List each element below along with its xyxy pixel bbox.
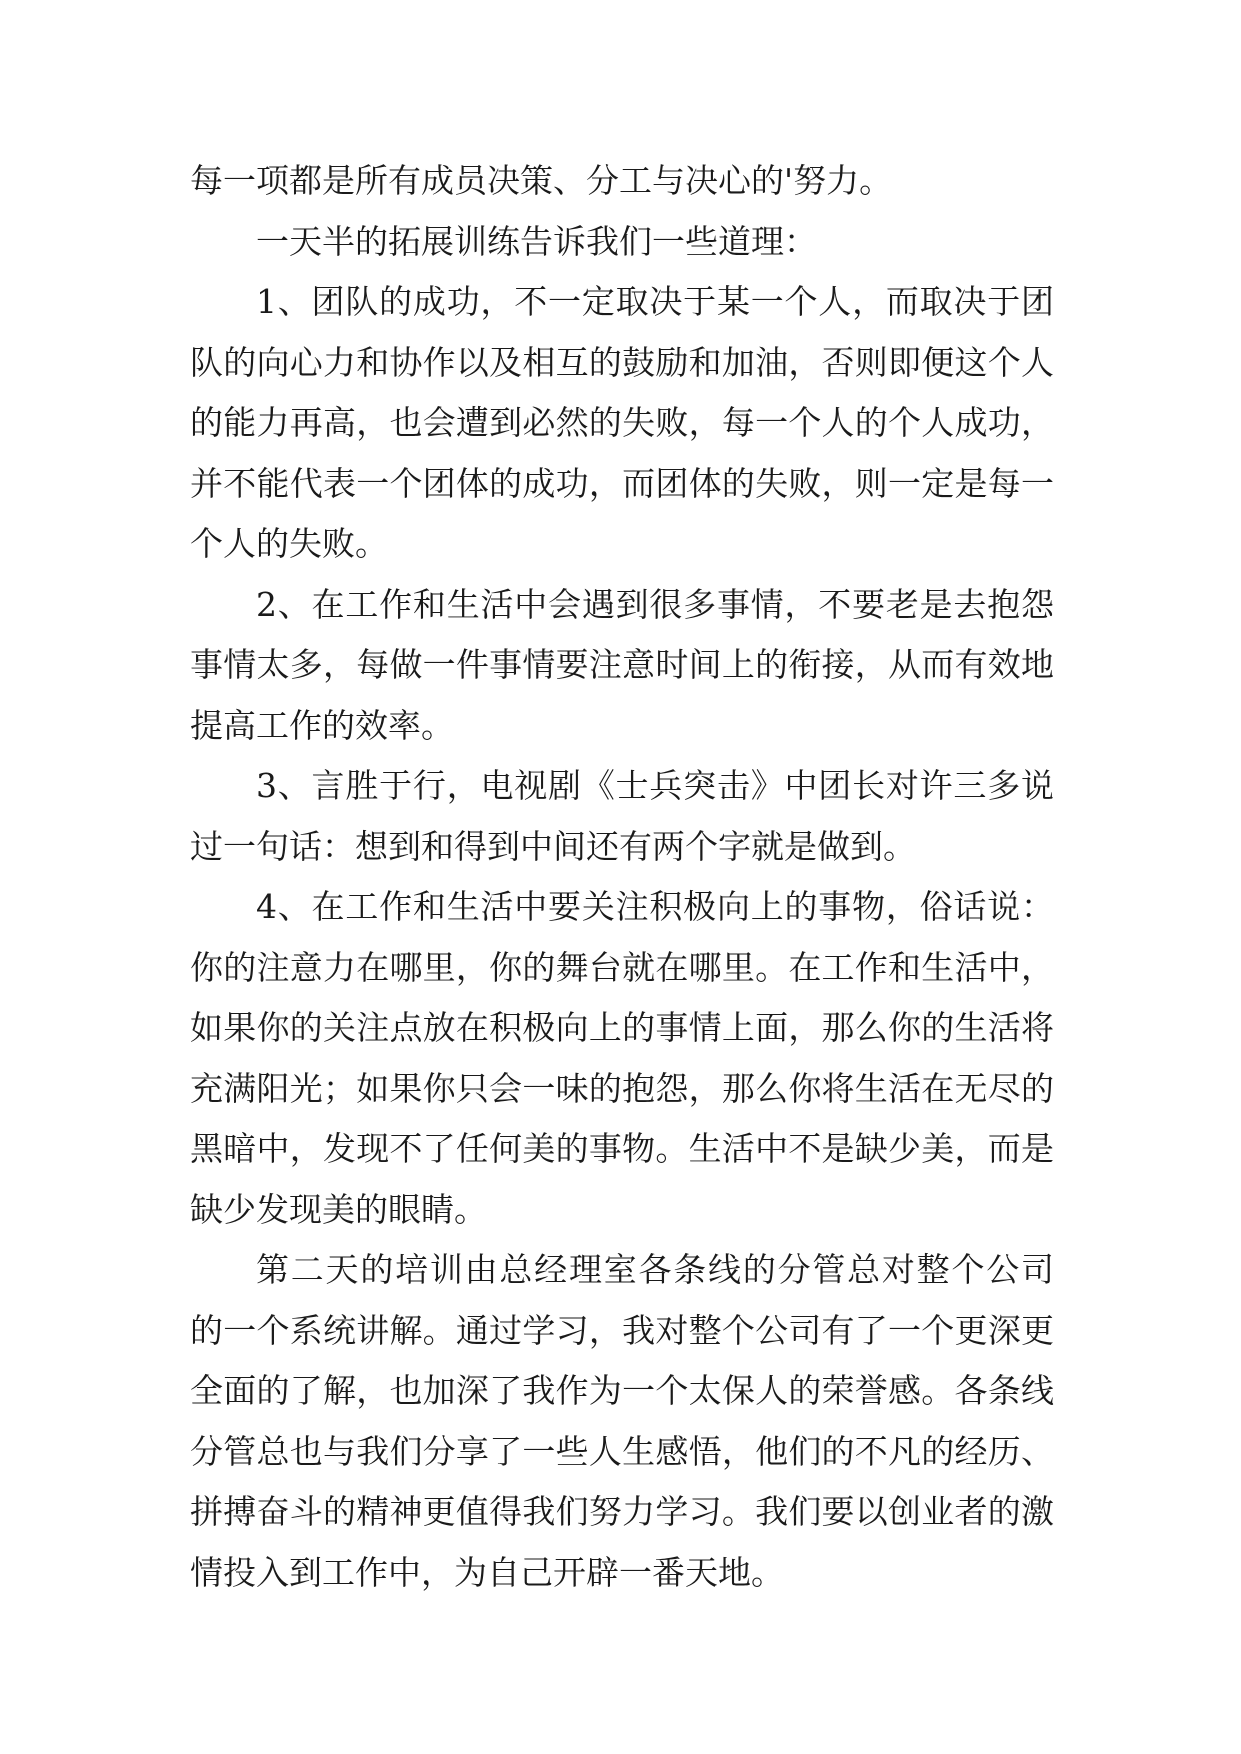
paragraph-line: 拼搏奋斗的精神更值得我们努力学习。我们要以创业者的激 [190,1492,1054,1531]
paragraph-line: 每一项都是所有成员决策、分工与决心的'努力。 [190,161,893,200]
paragraph-line: 全面的了解，也加深了我作为一个太保人的荣誉感。各条线 [190,1371,1054,1410]
paragraph-line: 第二天的培训由总经理室各条线的分管总对整个公司 [256,1250,1054,1289]
paragraph-line: 的能力再高，也会遭到必然的失败，每一个人的个人成功， [190,403,1054,442]
paragraph-line: 如果你的关注点放在积极向上的事情上面，那么你的生活将 [190,1008,1054,1047]
paragraph-line: 充满阳光；如果你只会一味的抱怨，那么你将生活在无尽的 [190,1068,1054,1108]
paragraph-line: 1、团队的成功，不一定取决于某一个人，而取决于团 [256,282,1054,321]
body-text [190,151,1054,1603]
paragraph-line: 4、在工作和生活中要关注积极向上的事物，俗话说： [256,887,1054,926]
paragraph-line: 分管总也与我们分享了一些人生感悟，他们的不凡的经历、 [190,1431,1054,1471]
paragraph-line: 情投入到工作中，为自己开辟一番天地。 [190,1552,784,1592]
paragraph-line: 的一个系统讲解。通过学习，我对整个公司有了一个更深更 [190,1310,1054,1350]
paragraph-line: 提高工作的效率。 [190,705,454,745]
paragraph-line: 事情太多，每做一件事情要注意时间上的衔接，从而有效地 [190,645,1054,684]
paragraph-line: 一天半的拓展训练告诉我们一些道理： [256,221,817,261]
paragraph-line: 过一句话：想到和得到中间还有两个字就是做到。 [190,826,916,866]
paragraph-line: 队的向心力和协作以及相互的鼓励和加油，否则即便这个人 [190,342,1054,382]
paragraph-line: 你的注意力在哪里，你的舞台就在哪里。在工作和生活中， [190,947,1054,987]
paragraph-line: 缺少发现美的眼睛。 [190,1189,487,1229]
paragraph-line: 3、言胜于行，电视剧《士兵突击》中团长对许三多说 [256,766,1054,805]
paragraph-line: 并不能代表一个团体的成功，而团体的失败，则一定是每一 [190,463,1054,503]
paragraph-line: 个人的失败。 [190,524,388,563]
paragraph-line: 2、在工作和生活中会遇到很多事情，不要老是去抱怨 [256,584,1054,624]
paragraph-line: 黑暗中，发现不了任何美的事物。生活中不是缺少美，而是 [190,1129,1054,1168]
